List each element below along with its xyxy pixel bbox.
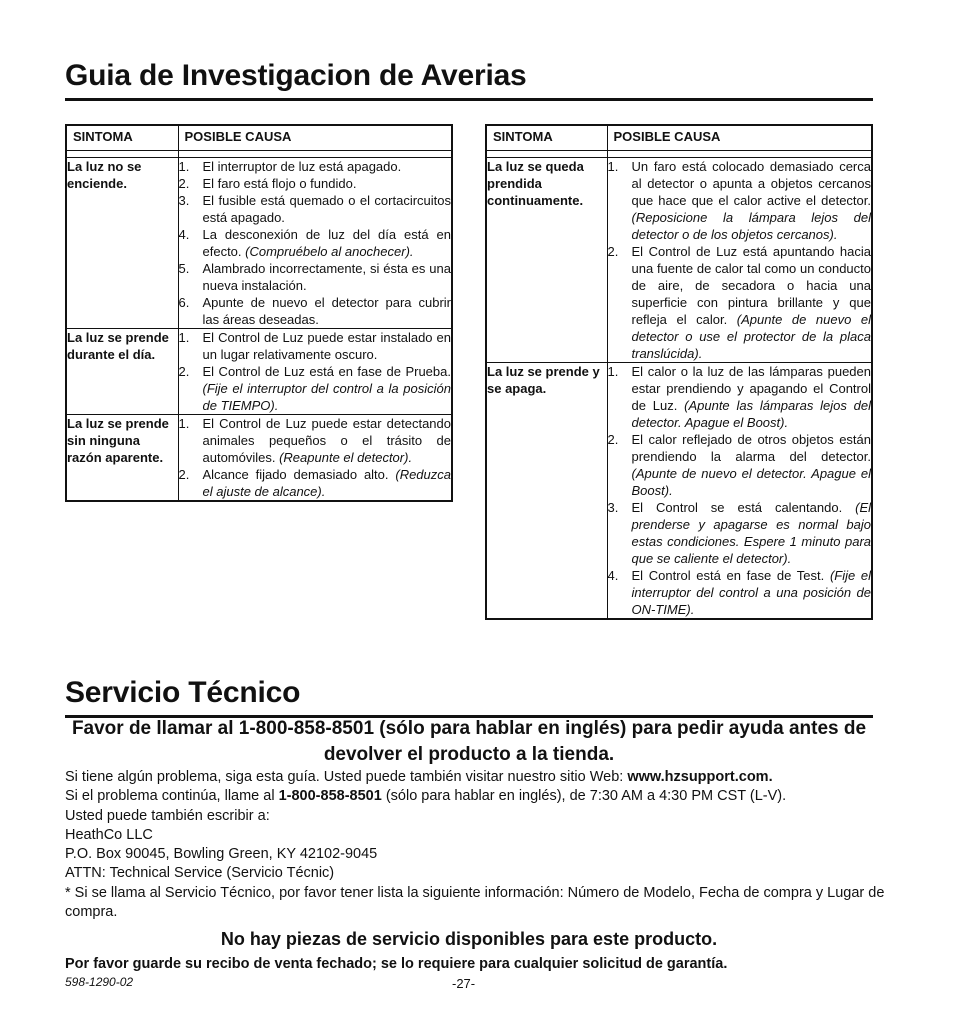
- text-run: El Control de Luz puede estar instalado en un lugar relativamente oscuro.: [202, 330, 451, 362]
- text-run: El Control está en fase de Test.: [631, 568, 830, 583]
- service-line: [65, 845, 885, 864]
- list-number: 2.: [178, 176, 190, 191]
- service-subtitle: Favor de llamar al 1-800-858-8501 (sólo para hablar en inglés) para pedir ayuda antes de devolver el producto a la tienda.: [71, 718, 867, 765]
- list-item: [179, 415, 452, 466]
- cause-text: [632, 499, 872, 567]
- service-line: [65, 768, 885, 787]
- column-header-symptom: SINTOMA: [66, 125, 178, 151]
- cause-text: [203, 363, 452, 414]
- cause-text: [203, 175, 452, 192]
- service-line: [65, 807, 885, 826]
- text-run: El Control de Luz está en fase de Prueba.: [202, 364, 451, 379]
- list-item: [179, 294, 452, 328]
- text-run: El Control de Luz puede estar detectando animales pequeños o el trásito de automóviles.: [202, 416, 451, 465]
- text-run: El calor o la luz de las lámparas pueden estar prendiendo y apagando el Control de Luz.: [631, 364, 871, 413]
- list-item: [608, 158, 872, 243]
- text-run: El Control de Luz está apuntando hacia una fuente de calor tal como un conducto de aire, de secadora o hacia una superficie con pintura brillante y que refleja el calor.: [631, 244, 871, 327]
- list-number: 1.: [178, 330, 190, 345]
- text-run: * Si se llama al Servicio Técnico, por favor tener lista la siguiente información: Número de Modelo, Fecha de compra y Lugar de compra.: [65, 884, 885, 921]
- service-line: [65, 864, 885, 883]
- text-run: El Control se está calentando.: [631, 500, 856, 515]
- text-run: Alcance fijado demasiado alto.: [202, 467, 396, 482]
- service-title: Servicio Técnico: [65, 675, 873, 718]
- list-number: 5.: [178, 261, 190, 276]
- list-item: [179, 192, 452, 226]
- cause-text: [203, 226, 452, 260]
- list-number: 2.: [178, 467, 190, 482]
- page-title: Guia de Investigacion de Averias: [65, 58, 873, 101]
- italic-note: (Apunte de nuevo el detector o use el protector de la placa translúcida).: [631, 312, 871, 361]
- list-number: 2.: [178, 364, 190, 379]
- list-item: [179, 175, 452, 192]
- receipt-notice: Por favor guarde su recibo de venta fechado; se lo requiere para cualquier solicitud de garantía.: [65, 956, 728, 972]
- italic-note: (Fije el interruptor del control a una posición de ON-TIME).: [631, 568, 872, 617]
- column-header-cause: POSIBLE CAUSA: [178, 125, 452, 151]
- symptom-cell: La luz no se enciende.: [66, 158, 178, 329]
- cause-list: [179, 158, 452, 328]
- cause-list: [179, 329, 452, 414]
- list-item: [179, 226, 452, 260]
- italic-note: (Reapunte el detector).: [279, 450, 413, 465]
- symptom-cell: La luz se prende y se apaga.: [486, 363, 607, 620]
- causes-cell: [607, 363, 872, 620]
- text-run: P.O. Box 90045, Bowling Green, KY 42102-9045: [65, 846, 378, 863]
- column-header-cause: POSIBLE CAUSA: [607, 125, 872, 151]
- cause-text: [632, 431, 872, 499]
- list-item: [608, 363, 872, 431]
- text-run: Apunte de nuevo el detector para cubrir las áreas deseadas.: [202, 295, 451, 327]
- service-line: [65, 787, 885, 806]
- cause-text: [632, 158, 872, 243]
- list-item: [179, 329, 452, 363]
- text-run: ATTN: Technical Service (Servicio Técnic): [65, 865, 335, 882]
- symptom-cell: La luz se prende sin ninguna razón aparente.: [66, 415, 178, 502]
- italic-note: (Fije el interruptor del control a la posición de TIEMPO).: [202, 381, 451, 413]
- text-run: Si tiene algún problema, siga esta guía. Usted puede también visitar nuestro sitio Web:: [65, 769, 628, 785]
- list-number: 4.: [178, 227, 190, 242]
- italic-note: (Compruébelo al anochecer).: [245, 244, 414, 259]
- service-line: [65, 884, 885, 923]
- cause-text: [203, 294, 452, 328]
- list-number: 6.: [178, 295, 190, 310]
- text-run: El calor reflejado de otros objetos están prendiendo la alarma del detector.: [631, 432, 871, 464]
- cause-text: [203, 466, 452, 500]
- list-number: 1.: [178, 159, 190, 174]
- table-row: [66, 158, 452, 329]
- cause-text: [203, 158, 452, 175]
- text-run: La desconexión de luz del día está en efecto.: [202, 227, 451, 259]
- cause-text: [203, 329, 452, 363]
- italic-note: (Reposicione la lámpara lejos del detector o de los objetos cercanos).: [631, 210, 871, 242]
- table-row: [66, 415, 452, 502]
- table-row: [486, 158, 872, 363]
- cause-text: [632, 363, 872, 431]
- text-run: Un faro está colocado demasiado cerca al detector o apunta a objetos cercanos que hace que el calor active el detector.: [631, 159, 871, 208]
- list-item: [608, 499, 872, 567]
- service-line: [65, 826, 885, 845]
- cause-text: [632, 567, 872, 618]
- italic-note: (El prenderse y apagarse es normal bajo estas condiciones. Espere 1 minuto para que se caliente el detector).: [631, 500, 871, 566]
- bold-text: 1-800-858-8501: [278, 788, 382, 805]
- list-item: [608, 243, 872, 362]
- text-run: Usted puede también escribir a:: [65, 807, 270, 824]
- text-run: Alambrado incorrectamente, si ésta es una nueva instalación.: [202, 261, 451, 293]
- no-parts-notice: No hay piezas de servicio disponibles para este producto.: [220, 929, 718, 949]
- list-item: [608, 431, 872, 499]
- italic-note: (Apunte de nuevo el detector. Apague el Boost).: [631, 466, 871, 498]
- table-row: [66, 329, 452, 415]
- list-number: 4.: [607, 568, 619, 583]
- cause-text: [632, 243, 872, 362]
- cause-list: [608, 363, 872, 618]
- text-run: El fusible está quemado o el cortacircuitos está apagado.: [202, 193, 451, 225]
- cause-text: [203, 260, 452, 294]
- bold-text: www.hzsupport.com.: [627, 769, 773, 785]
- text-run: El interruptor de luz está apagado.: [202, 159, 402, 174]
- service-body: [65, 768, 885, 922]
- causes-cell: [178, 158, 452, 329]
- list-item: [179, 158, 452, 175]
- list-number: 2.: [607, 244, 619, 259]
- troubleshooting-table-left: [65, 124, 453, 502]
- page-number: -27-: [452, 976, 476, 991]
- list-item: [179, 363, 452, 414]
- list-item: [608, 567, 872, 618]
- text-run: El faro está flojo o fundido.: [202, 176, 357, 191]
- causes-cell: [178, 329, 452, 415]
- symptom-cell: La luz se queda prendida continuamente.: [486, 158, 607, 363]
- causes-cell: [607, 158, 872, 363]
- troubleshooting-table-right: [485, 124, 873, 620]
- list-number: 1.: [607, 364, 619, 379]
- text-run: HeathCo LLC: [65, 826, 153, 843]
- text-run: Si el problema continúa, llame al: [65, 788, 279, 805]
- symptom-cell: La luz se prende durante el día.: [66, 329, 178, 415]
- cause-text: [203, 415, 452, 466]
- list-number: 1.: [607, 159, 619, 174]
- list-item: [179, 466, 452, 500]
- list-number: 3.: [178, 193, 190, 208]
- table-row: [486, 363, 872, 620]
- italic-note: (Reduzca el ajuste de alcance).: [202, 467, 451, 499]
- document-number: 598-1290-02: [65, 975, 134, 989]
- list-number: 3.: [607, 500, 619, 515]
- cause-list: [608, 158, 872, 362]
- list-number: 2.: [607, 432, 619, 447]
- cause-text: [203, 192, 452, 226]
- causes-cell: [178, 415, 452, 502]
- list-item: [179, 260, 452, 294]
- list-number: 1.: [178, 416, 190, 431]
- column-header-symptom: SINTOMA: [486, 125, 607, 151]
- cause-list: [179, 415, 452, 500]
- text-run: (sólo para hablar en inglés), de 7:30 AM a 4:30 PM CST (L-V).: [381, 788, 787, 805]
- italic-note: (Apunte las lámparas lejos del detector. Apague el Boost).: [631, 398, 871, 430]
